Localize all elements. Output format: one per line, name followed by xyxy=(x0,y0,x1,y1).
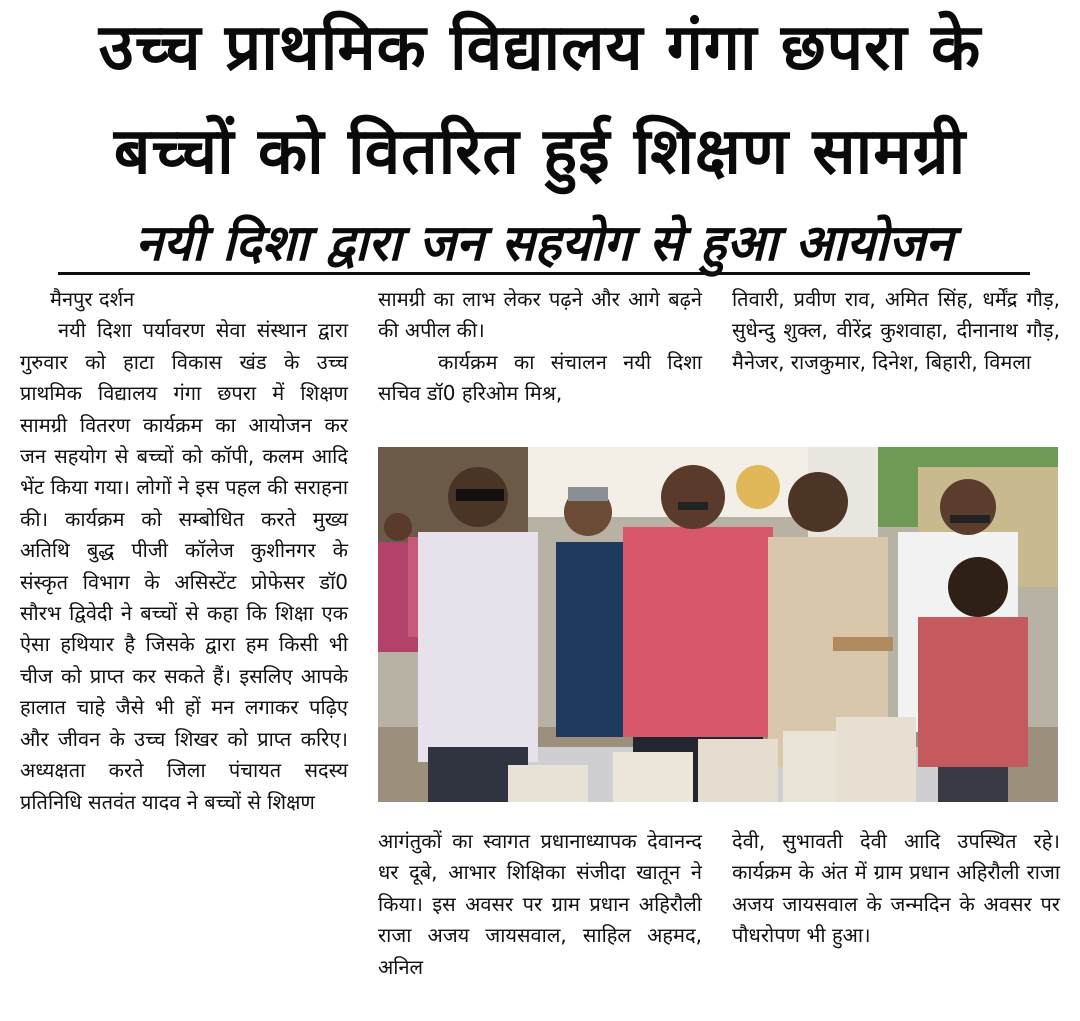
column-2-bottom-text: आगंतुकों का स्वागत प्रधानाध्यापक देवानन्द धर दूबे, आभार शिक्षिका संजीदा खातून ने किया। इस अवसर पर ग्राम प्रधान अहिरौली राजा अजय जायसवाल, साहिल अहमद, अनिल xyxy=(378,829,702,979)
headline-rule xyxy=(58,272,1030,275)
column-3-bottom-text: देवी, सुभावती देवी आदि उपस्थित रहे। कार्यक्रम के अंत में ग्राम प्रधान अहिरौली राजा अजय जायसवाल के जन्मदिन के अवसर पर पौधरोपण भी हुआ। xyxy=(732,829,1060,948)
column-3-top-text: तिवारी, प्रवीण राव, अमित सिंह, धर्मेंद्र गौड़, सुधेन्दु शुक्ल, वीरेंद्र कुशवाहा, दीनानाथ गौड़, मैनेजर, राजकुमार, दिनेश, बिहारी, विमला xyxy=(732,287,1060,374)
dateline: मैनपुर दर्शन xyxy=(50,287,135,311)
article-column-2-top xyxy=(378,284,702,410)
column-2-top-para-1: सामग्री का लाभ लेकर पढ़ने और आगे बढ़ने की अपील की। xyxy=(378,287,702,343)
event-photo xyxy=(378,447,1058,802)
article-column-1 xyxy=(20,284,348,818)
photo-distribution-event-icon xyxy=(378,447,1058,802)
article-column-2-bottom xyxy=(378,826,702,983)
headline-line-2: बच्चों को वितरित हुई शिक्षण सामग्री xyxy=(113,115,967,189)
article-column-3-top xyxy=(732,284,1060,378)
column-2-top-para-2: कार्यक्रम का संचालन नयी दिशा सचिव डॉ0 हरिओम मिश्र, xyxy=(378,349,702,406)
headline-line-1: उच्च प्राथमिक विद्यालय गंगा छपरा के xyxy=(98,11,982,85)
column-1-text: नयी दिशा पर्यावरण सेवा संस्थान द्वारा गुरुवार को हाटा विकास खंड के उच्च प्राथमिक विद्यालय गंगा छपरा में शिक्षण सामग्री वितरण कार्यक्रम का आयोजन कर जन सहयोग से बच्चों को कॉपी, कलम आदि भेंट किया गया। लोगों ने इस पहल की सराहना की। कार्यक्रम को सम्बोधित करते मुख्य अतिथि बुद्ध पीजी कॉलेज कुशीनगर के संस्कृत विभाग के असिस्टेंट प्रोफेसर डॉ0 सौरभ द्विवेदी ने बच्चों से कहा कि शिक्षा एक ऐसा हथियार है जिसके द्वारा हम किसी भी चीज को प्राप्त कर सकते हैं। इसलिए आपके हालात चाहे जैसे भी हों मन लगाकर पढ़िए और जीवन के उच्च शिखर को प्राप्त करिए। अध्यक्षता करते जिला पंचायत सदस्य प्रतिनिधि सतवंत यादव ने बच्चों से शिक्षण xyxy=(20,318,348,814)
article-column-3-bottom xyxy=(732,826,1060,952)
subheadline: नयी दिशा द्वारा जन सहयोग से हुआ आयोजन xyxy=(135,214,953,272)
